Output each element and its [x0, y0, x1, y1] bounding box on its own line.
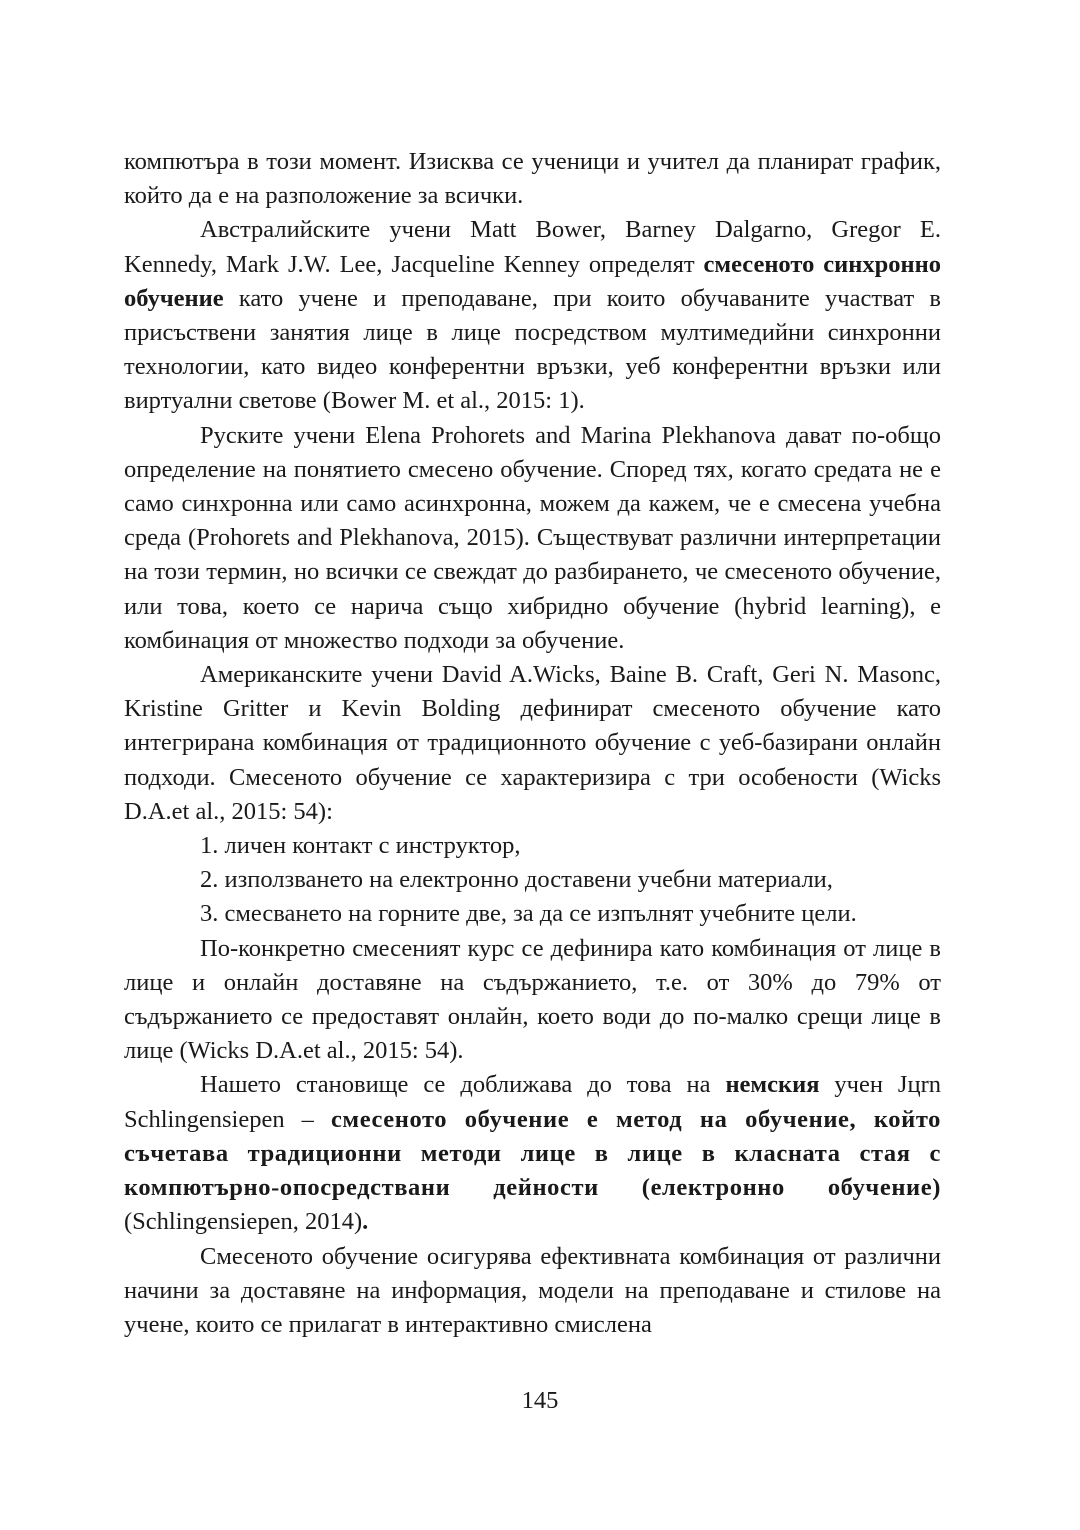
bold-period: . — [362, 1208, 369, 1236]
paragraph-our-position — [124, 1068, 941, 1239]
paragraph-text: учен Jцrn Schlingensiepen – — [124, 1071, 941, 1133]
paragraph-course-definition: По-конкретно смесеният курс се дефинира като комбинация от лице в лице и онлайн доставяне на съдържанието, т.е. от 30% до 79% от съдържанието се предоставят онлайн, което води до по-малко срещи лице в лице (Wicks D.A.et al., 2015: 54). — [124, 934, 941, 1065]
paragraph-russian-scholars: Руските учени Elena Prohorets and Marina Plekhanova дават по-общо определение на понятието смесено обучение. Според тях, когато средата не е само синхронна или само асинхронна, можем да кажем, че е смесена учебна среда (Prohorets and Plekhanova, 2015). Съществуват различни интерпретации на този термин, но всички се свеждат до разбирането, че смесеното обучение, или това, което се нарича също хибридно обучение (hybrid learning), е комбинация от множество подходи за обучение. — [124, 421, 941, 654]
citation: (Schlingensiepen, 2014) — [124, 1208, 363, 1236]
paragraph-text: Нашето становище се доближава до това на — [200, 1071, 726, 1099]
paragraph-continuation: компютъра в този момент. Изисква се ученици и учител да планират график, който да е на разположение за всички. — [124, 148, 941, 210]
page-number: 145 — [521, 1387, 559, 1414]
list-item: 3. смесването на горните две, за да се изпълнят учебните цели. — [200, 900, 857, 928]
paragraph-effective-combination: Смесеното обучение осигурява ефективната комбинация от различни начини за доставяне на информация, модели на преподаване и стилове на учене, които се прилагат в интерактивно смислена — [124, 1242, 941, 1338]
paragraph-text: като учене и преподаване, при които обучаваните участват в присъствени занятия лице в лице посредством мултимедийни синхронни технологии, като видео конферентни връзки, уеб конферентни връзки или виртуални светове (Bower M. et al., 2015: 1). — [124, 284, 941, 415]
paragraph-australian-scholars — [124, 213, 941, 418]
bold-word-german: немския — [725, 1071, 820, 1099]
bold-term-synchronous-blended: смесеното синхронно обучение — [124, 250, 941, 312]
list-item: 1. личен контакт с инструктор, — [200, 832, 521, 860]
list-item: 2. използването на електронно доставени учебни материали, — [200, 866, 833, 894]
bold-definition: смесеното обучение е метод на обучение, който съчетава традиционни методи лице в лице в класната стая с компютърно-опосредствани дейности (електронно обучение) — [124, 1105, 942, 1202]
page-body — [124, 145, 941, 1342]
paragraph-text: Австралийските учени Matt Bower, Barney Dalgarno, Gregor E. Kennedy, Mark J.W. Lee, Jacqueline Kenney определят — [124, 216, 941, 278]
paragraph-american-scholars: Американските учени David A.Wicks, Baine B. Craft, Geri N. Masonc, Kristine Gritter и Kevin Bolding дефинират смесеното обучение като интегрирана комбинация от традиционното обучение с уеб-базирани онлайн подходи. Смесеното обучение се характеризира с три особености (Wicks D.A.et al., 2015: 54): — [124, 661, 941, 825]
